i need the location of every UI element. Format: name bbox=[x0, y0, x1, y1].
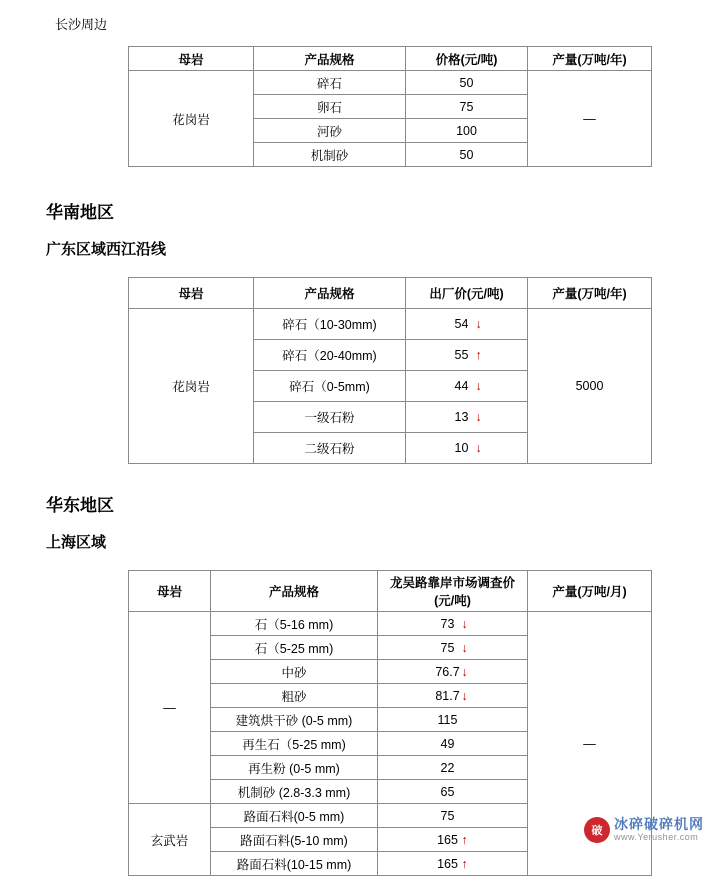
col-header-output: 产量(万吨/年) bbox=[528, 278, 652, 309]
section-1-caption: 长沙周边 bbox=[55, 17, 108, 32]
cell-rock: 花岗岩 bbox=[129, 309, 254, 464]
watermark-text bbox=[614, 817, 704, 842]
table-row bbox=[129, 71, 652, 95]
cell-price bbox=[378, 684, 528, 708]
cell-spec: 粗砂 bbox=[211, 684, 378, 708]
cell-spec: 建筑烘干砂 (0-5 mm) bbox=[211, 708, 378, 732]
cell-spec: 一级石粉 bbox=[254, 402, 406, 433]
trend-down-icon: ↓ bbox=[475, 441, 482, 455]
cell-price: 50 bbox=[406, 143, 528, 167]
cell-price bbox=[378, 660, 528, 684]
cell-price bbox=[406, 371, 528, 402]
price-value: 65 bbox=[440, 784, 455, 799]
section-3-heading: 华东地区 bbox=[46, 496, 114, 515]
col-header-price: 龙吴路靠岸市场调查价(元/吨) bbox=[378, 571, 528, 612]
cell-price bbox=[406, 340, 528, 371]
col-header-rock: 母岩 bbox=[129, 571, 211, 612]
spacer bbox=[0, 225, 710, 239]
cell-spec: 卵石 bbox=[254, 95, 406, 119]
trend-down-icon: ↓ bbox=[461, 616, 468, 631]
trend-down-icon: ↓ bbox=[461, 664, 468, 679]
cell-spec: 路面石料(5-10 mm) bbox=[211, 828, 378, 852]
cell-spec: 机制砂 bbox=[254, 143, 406, 167]
price-value: 76.7 bbox=[435, 664, 460, 679]
cell-spec: 再生粉 (0-5 mm) bbox=[211, 756, 378, 780]
col-header-output: 产量(万吨/年) bbox=[528, 47, 652, 71]
table-row bbox=[129, 309, 652, 340]
col-header-output: 产量(万吨/月) bbox=[528, 571, 652, 612]
section-2-subheading: 广东区域西江沿线 bbox=[46, 241, 167, 258]
cell-spec: 中砂 bbox=[211, 660, 378, 684]
section-1-table-wrap bbox=[128, 46, 710, 167]
trend-down-icon: ↓ bbox=[475, 379, 482, 393]
cell-price: 100 bbox=[406, 119, 528, 143]
spacer bbox=[0, 464, 710, 494]
watermark-site-url: www.Yerusher.com bbox=[614, 831, 699, 842]
price-value: 81.7 bbox=[435, 688, 460, 703]
cell-spec: 路面石料(0-5 mm) bbox=[211, 804, 378, 828]
price-value: 75 bbox=[440, 640, 455, 655]
watermark bbox=[584, 817, 704, 843]
cell-spec: 石（5-16 mm) bbox=[211, 612, 378, 636]
price-value: 165 bbox=[437, 856, 458, 871]
cell-price bbox=[378, 732, 528, 756]
spacer bbox=[0, 518, 710, 532]
cell-price bbox=[378, 612, 528, 636]
cell-price: 75 bbox=[406, 95, 528, 119]
section-2-heading: 华南地区 bbox=[46, 203, 114, 222]
cell-price bbox=[406, 433, 528, 464]
trend-up-icon: ↑ bbox=[475, 348, 482, 362]
price-value: 49 bbox=[440, 736, 455, 751]
price-value: 44 bbox=[454, 379, 469, 393]
cell-rock: — bbox=[129, 612, 211, 804]
table-header-row bbox=[129, 571, 652, 612]
cell-price bbox=[378, 756, 528, 780]
cell-output: — bbox=[528, 612, 652, 876]
cell-output: 5000 bbox=[528, 309, 652, 464]
cell-spec: 碎石（20-40mm) bbox=[254, 340, 406, 371]
cell-spec: 石（5-25 mm) bbox=[211, 636, 378, 660]
cell-rock: 花岗岩 bbox=[129, 71, 254, 167]
price-table-changsha bbox=[128, 46, 652, 167]
col-header-spec: 产品规格 bbox=[254, 47, 406, 71]
cell-spec: 路面石料(10-15 mm) bbox=[211, 852, 378, 876]
col-header-spec: 产品规格 bbox=[254, 278, 406, 309]
trend-up-icon: ↑ bbox=[461, 832, 468, 847]
spacer bbox=[0, 34, 710, 46]
table-row bbox=[129, 612, 652, 636]
trend-down-icon: ↓ bbox=[461, 688, 468, 703]
trend-down-icon: ↓ bbox=[475, 317, 482, 331]
cell-price bbox=[378, 804, 528, 828]
price-value: 54 bbox=[454, 317, 469, 331]
price-table-shanghai bbox=[128, 570, 652, 876]
cell-rock: 玄武岩 bbox=[129, 804, 211, 876]
spacer bbox=[0, 167, 710, 201]
col-header-rock: 母岩 bbox=[129, 47, 254, 71]
price-value: 55 bbox=[454, 348, 469, 362]
section-3-subheading: 上海区域 bbox=[46, 534, 107, 551]
trend-up-icon: ↑ bbox=[461, 856, 468, 871]
cell-price bbox=[378, 708, 528, 732]
col-header-spec: 产品规格 bbox=[211, 571, 378, 612]
watermark-logo-icon: 破 bbox=[584, 817, 610, 843]
price-value: 22 bbox=[440, 760, 455, 775]
table-header-row bbox=[129, 47, 652, 71]
watermark-site-name: 冰碎破碎机网 bbox=[614, 816, 704, 833]
table-header-row bbox=[129, 278, 652, 309]
cell-spec: 机制砂 (2.8-3.3 mm) bbox=[211, 780, 378, 804]
spacer bbox=[0, 261, 710, 277]
section-2-table-wrap bbox=[128, 277, 710, 464]
col-header-price: 出厂价(元/吨) bbox=[406, 278, 528, 309]
cell-price bbox=[406, 402, 528, 433]
price-value: 13 bbox=[454, 410, 469, 424]
spacer bbox=[0, 554, 710, 570]
cell-spec: 碎石（10-30mm) bbox=[254, 309, 406, 340]
price-table-guangdong bbox=[128, 277, 652, 464]
cell-price bbox=[378, 780, 528, 804]
price-value: 75 bbox=[440, 808, 455, 823]
cell-spec: 碎石（0-5mm) bbox=[254, 371, 406, 402]
price-value: 10 bbox=[454, 441, 469, 455]
cell-price bbox=[378, 636, 528, 660]
trend-down-icon: ↓ bbox=[461, 640, 468, 655]
col-header-rock: 母岩 bbox=[129, 278, 254, 309]
cell-price bbox=[378, 852, 528, 876]
trend-down-icon: ↓ bbox=[475, 410, 482, 424]
col-header-price: 价格(元/吨) bbox=[406, 47, 528, 71]
cell-spec: 碎石 bbox=[254, 71, 406, 95]
cell-spec: 再生石（5-25 mm) bbox=[211, 732, 378, 756]
cell-price bbox=[378, 828, 528, 852]
price-value: 115 bbox=[437, 712, 458, 727]
cell-spec: 河砂 bbox=[254, 119, 406, 143]
cell-price: 50 bbox=[406, 71, 528, 95]
price-value: 165 bbox=[437, 832, 458, 847]
cell-price bbox=[406, 309, 528, 340]
price-value: 73 bbox=[440, 616, 455, 631]
cell-spec: 二级石粉 bbox=[254, 433, 406, 464]
cell-output: — bbox=[528, 71, 652, 167]
